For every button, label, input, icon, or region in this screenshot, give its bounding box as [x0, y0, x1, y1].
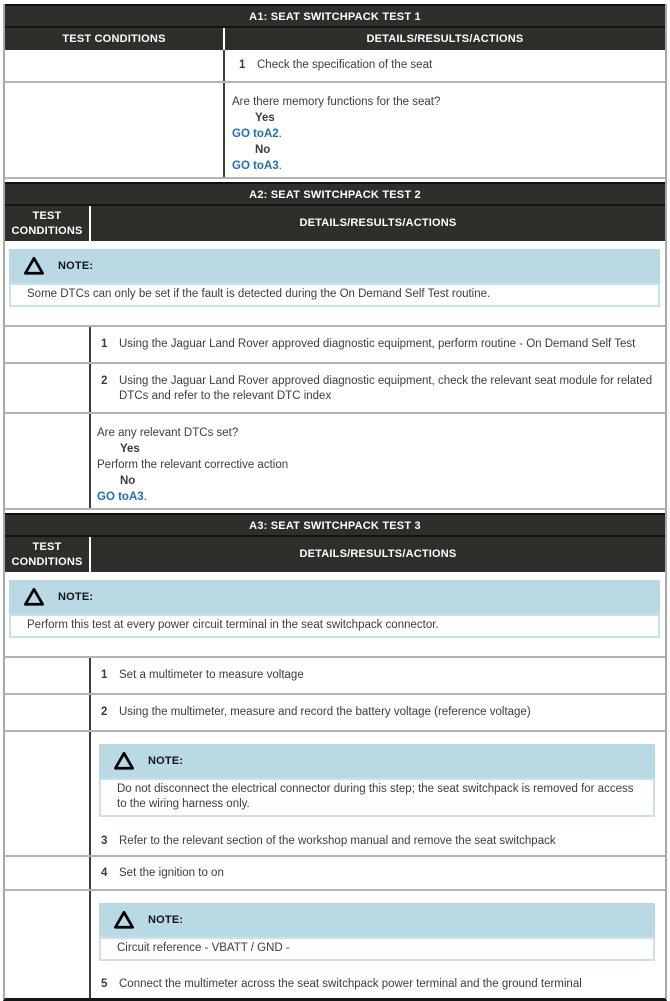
answer-yes-action — [232, 127, 655, 142]
table-row — [5, 693, 665, 730]
go-to-a2-link[interactable]: GO toA2 — [232, 128, 279, 140]
table-row — [5, 855, 665, 889]
step-item — [225, 50, 665, 81]
note-header — [99, 744, 655, 778]
period: . — [278, 160, 282, 172]
table-row — [5, 50, 665, 81]
test-conditions-cell — [5, 364, 91, 412]
table-row — [5, 412, 665, 508]
table-row — [5, 362, 665, 412]
note-box — [99, 903, 655, 961]
answer-no-action — [232, 159, 655, 174]
table-row — [5, 325, 665, 362]
note-triangle-icon — [113, 751, 135, 771]
column-header-test-conditions: TEST CONDITIONS — [5, 28, 225, 50]
answer-no-action — [97, 490, 655, 505]
step-text: Refer to the relevant section of the workshop manual and remove the seat switchpack — [119, 835, 556, 847]
section-a2-title: A2: SEAT SWITCHPACK TEST 2 — [5, 182, 665, 204]
table-row — [5, 730, 665, 855]
go-to-a3-link[interactable]: GO toA3 — [97, 491, 144, 503]
section-a1 — [5, 4, 665, 179]
answer-no-label: No — [120, 475, 136, 487]
column-header-test-conditions: TEST CONDITIONS — [5, 537, 91, 572]
test-conditions-cell — [5, 327, 91, 362]
step-number: 4 — [101, 867, 108, 879]
period: . — [278, 128, 282, 140]
step-item — [91, 364, 665, 412]
step-number: 1 — [101, 669, 108, 681]
section-a1-title: A1: SEAT SWITCHPACK TEST 1 — [5, 4, 665, 26]
step-item — [91, 968, 665, 998]
answer-yes-label: Yes — [255, 112, 275, 124]
answer-yes-action: Perform the relevant corrective action — [97, 459, 289, 471]
table-row — [5, 889, 665, 998]
step-number: 1 — [101, 338, 108, 350]
step-text: Using the multimeter, measure and record the battery voltage (reference voltage) — [119, 706, 531, 718]
question-prompt: Are any relevant DTCs set? — [97, 427, 239, 439]
column-header-test-conditions: TEST CONDITIONS — [5, 206, 91, 241]
test-conditions-cell — [5, 414, 91, 508]
step-number: 2 — [101, 706, 108, 718]
note-header — [9, 580, 660, 614]
test-conditions-cell — [5, 695, 91, 730]
step-text: Check the specification of the seat — [257, 59, 433, 71]
note-header — [9, 249, 660, 283]
note-triangle-icon — [113, 910, 135, 930]
note-text: Circuit reference - VBATT / GND - — [99, 937, 655, 961]
step-text: Using the Jaguar Land Rover approved diagnostic equipment, perform routine - On Demand Self Test — [119, 338, 636, 350]
test-conditions-cell — [5, 891, 91, 998]
step-item — [91, 857, 665, 889]
test-conditions-cell — [5, 658, 91, 693]
step-number: 1 — [239, 59, 246, 71]
note-triangle-icon — [23, 256, 45, 276]
diagnostic-procedure-table — [3, 4, 667, 1001]
note-triangle-icon — [23, 587, 45, 607]
test-conditions-cell — [5, 50, 225, 81]
note-label: NOTE: — [58, 590, 94, 603]
column-header-details-results-actions: DETAILS/RESULTS/ACTIONS — [366, 32, 524, 45]
note-label: NOTE: — [58, 259, 94, 272]
step-item — [91, 695, 665, 728]
table-row-note — [5, 572, 665, 656]
step-number: 5 — [101, 978, 108, 990]
question-block — [91, 414, 665, 508]
section-a2 — [5, 182, 665, 510]
column-header-details-results-actions: DETAILS/RESULTS/ACTIONS — [299, 217, 457, 229]
table-row — [5, 656, 665, 693]
step-text: Using the Jaguar Land Rover approved diagnostic equipment, check the relevant seat module for related DTCs and refer to the relevant DTC index — [119, 375, 653, 402]
note-text: Some DTCs can only be set if the fault is detected during the On Demand Self Test routine. — [9, 283, 660, 307]
go-to-a3-link[interactable]: GO toA3 — [232, 160, 279, 172]
test-conditions-cell — [5, 857, 91, 889]
answer-no-label: No — [255, 144, 271, 156]
column-header-details-results-actions: DETAILS/RESULTS/ACTIONS — [299, 548, 457, 560]
note-text: Perform this test at every power circuit terminal in the seat switchpack connector. — [9, 614, 660, 638]
section-a3-title: A3: SEAT SWITCHPACK TEST 3 — [5, 513, 665, 535]
note-box — [99, 744, 655, 817]
note-box — [9, 249, 660, 307]
step-number: 3 — [101, 835, 108, 847]
question-block — [225, 83, 665, 177]
note-text: Do not disconnect the electrical connector during this step; the seat switchpack is removed for access to the wiring harness only. — [99, 778, 655, 817]
step-item — [91, 658, 665, 691]
period: . — [143, 491, 147, 503]
note-label: NOTE: — [148, 754, 184, 767]
section-a2-column-headers — [5, 204, 665, 241]
section-a3-column-headers — [5, 535, 665, 572]
step-text: Set a multimeter to measure voltage — [119, 669, 304, 681]
note-header — [99, 903, 655, 937]
note-box — [9, 580, 660, 638]
section-a3 — [5, 513, 665, 998]
note-label: NOTE: — [148, 913, 184, 926]
step-text: Set the ignition to on — [119, 867, 224, 879]
section-a1-column-headers — [5, 26, 665, 50]
question-prompt: Are there memory functions for the seat? — [232, 96, 441, 108]
step-number: 2 — [101, 375, 108, 387]
step-item — [91, 825, 665, 855]
step-item — [91, 327, 665, 360]
table-row — [5, 81, 665, 177]
test-conditions-cell — [5, 732, 91, 855]
step-text: Connect the multimeter across the seat switchpack power terminal and the ground terminal — [119, 978, 582, 990]
test-conditions-cell — [5, 83, 225, 177]
table-row-note — [5, 241, 665, 325]
answer-yes-label: Yes — [120, 443, 140, 455]
